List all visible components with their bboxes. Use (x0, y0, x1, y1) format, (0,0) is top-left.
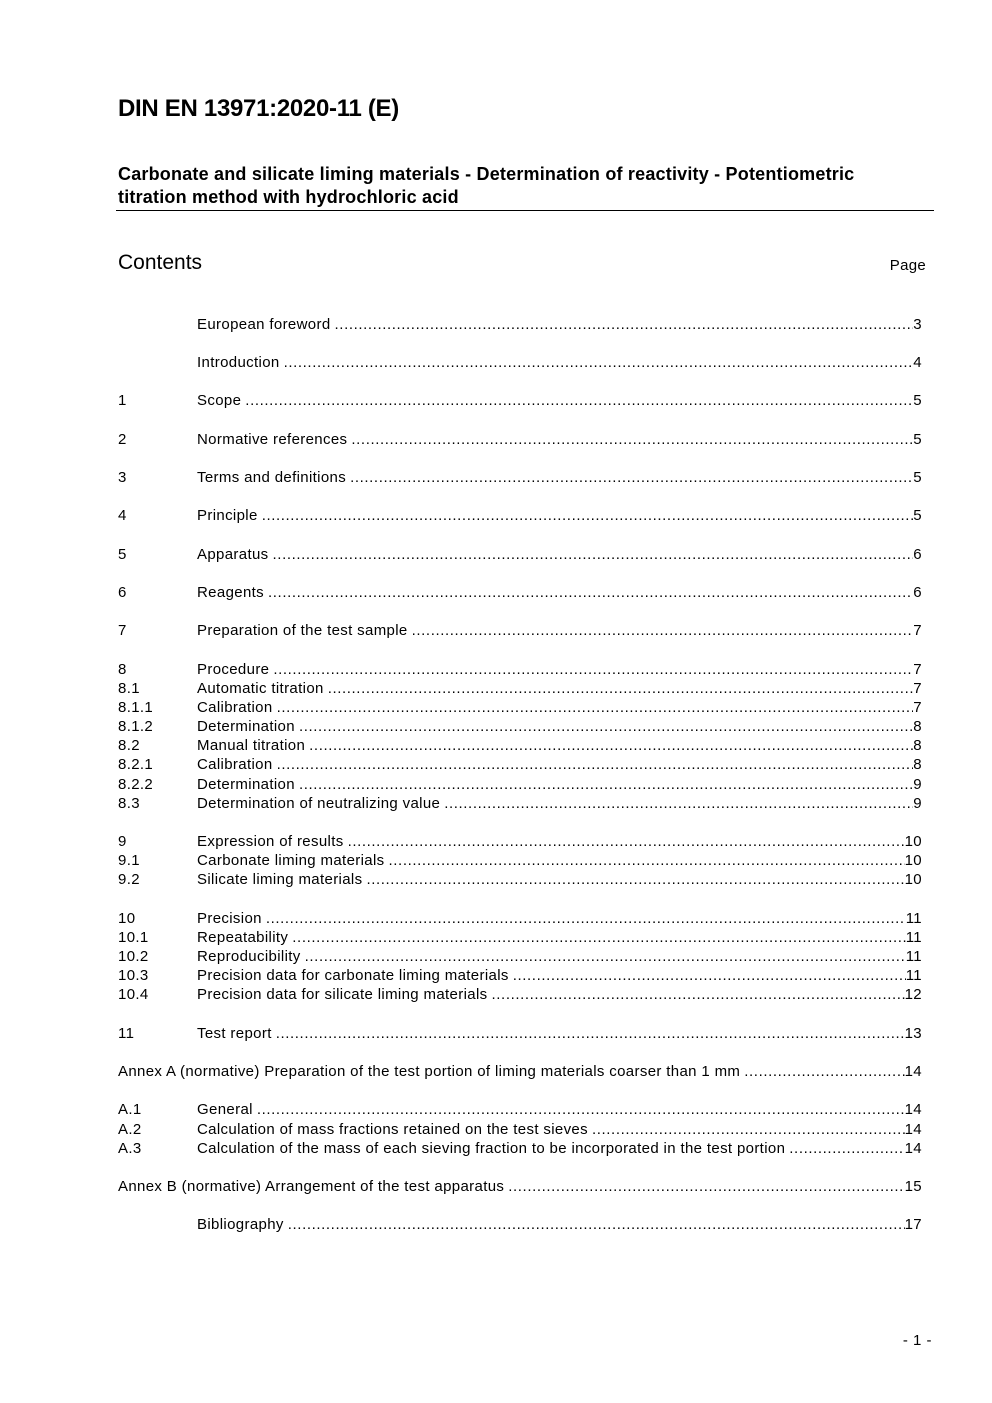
toc-entry-title: Precision (197, 910, 262, 927)
toc-entry-page: 5 (913, 431, 922, 448)
toc-dot-leader (299, 776, 913, 793)
toc-dot-leader (412, 622, 914, 639)
toc-entry-title: Precision data for silicate liming materials (197, 986, 488, 1003)
toc-entry-number: 10.2 (118, 948, 149, 965)
toc-entry-reproducibility[interactable] (118, 948, 922, 967)
toc-entry-page: 9 (913, 776, 922, 793)
toc-entry-title: Repeatability (197, 929, 289, 946)
toc-entry-procedure[interactable] (118, 661, 922, 680)
document-id: DIN EN 13971:2020-11 (E) (118, 95, 399, 122)
toc-entry-number: A.3 (118, 1140, 142, 1157)
toc-entry-sieving-fraction-mass[interactable] (118, 1140, 922, 1159)
toc-entry-number: 8.2 (118, 737, 140, 754)
toc-entry-title: Reagents (197, 584, 265, 601)
toc-entry-page: 13 (904, 1025, 922, 1042)
toc-entry-title: Precision data for carbonate liming materials (197, 967, 509, 984)
toc-entry-page: 14 (904, 1140, 922, 1157)
toc-entry-page: 14 (904, 1063, 922, 1080)
toc-entry-title: Calculation of mass fractions retained on the test sieves (197, 1121, 588, 1138)
toc-entry-page: 6 (913, 584, 922, 601)
toc-entry-title: General (197, 1101, 253, 1118)
toc-dot-leader (245, 392, 913, 409)
toc-entry-title: Calibration (197, 756, 273, 773)
toc-entry-number: 8.1.2 (118, 718, 154, 735)
toc-entry-title: Introduction (197, 354, 280, 371)
toc-entry-title: Principle (197, 507, 258, 524)
toc-entry-apparatus[interactable] (118, 546, 922, 565)
toc-entry-page: 8 (913, 737, 922, 754)
toc-entry-page: 3 (913, 316, 922, 333)
toc-entry-number: 1 (118, 392, 127, 409)
toc-entry-number: 9.2 (118, 871, 140, 888)
toc-dot-leader (288, 1216, 905, 1233)
toc-dot-leader (492, 986, 905, 1003)
toc-entry-page: 11 (905, 948, 922, 965)
toc-dot-leader (305, 948, 906, 965)
toc-entry-reagents[interactable] (118, 584, 922, 603)
toc-entry-title: European foreword (197, 316, 331, 333)
toc-entry-manual-titration[interactable] (118, 737, 922, 756)
toc-dot-leader (262, 507, 914, 524)
toc-dot-leader (348, 833, 905, 850)
toc-entry-number: 9 (118, 833, 127, 850)
toc-dot-leader (335, 316, 914, 333)
toc-entry-general[interactable] (118, 1101, 922, 1120)
toc-entry-precision-data-silicate[interactable] (118, 986, 922, 1005)
title-underline-rule (116, 210, 934, 211)
toc-entry-number: 5 (118, 546, 127, 563)
toc-entry-title: Calculation of the mass of each sieving fraction to be incorporated in the test portion (197, 1140, 786, 1157)
toc-dot-leader (789, 1140, 904, 1157)
toc-entry-page: 17 (904, 1216, 922, 1233)
toc-entry-page: 4 (913, 354, 922, 371)
toc-entry-title: Automatic titration (197, 680, 324, 697)
toc-dot-leader (273, 661, 913, 678)
toc-entry-page: 5 (913, 392, 922, 409)
toc-entry-number: 10.4 (118, 986, 149, 1003)
toc-entry-number: 10.1 (118, 929, 149, 946)
toc-dot-leader (508, 1178, 904, 1195)
contents-heading: Contents (118, 251, 203, 274)
toc-entry-calibration-8-1-1[interactable] (118, 699, 922, 718)
toc-entry-page: 8 (913, 756, 922, 773)
toc-entry-page: 12 (904, 986, 922, 1003)
toc-entry-title: Reproducibility (197, 948, 301, 965)
toc-entry-title: Procedure (197, 661, 270, 678)
toc-entry-title: Normative references (197, 431, 348, 448)
toc-entry-annex-b[interactable] (118, 1178, 922, 1197)
toc-entry-bibliography[interactable] (118, 1216, 922, 1235)
toc-entry-page: 5 (913, 507, 922, 524)
toc-dot-leader (513, 967, 906, 984)
toc-entry-principle[interactable] (118, 507, 922, 526)
toc-dot-leader (266, 910, 906, 927)
toc-dot-leader (277, 756, 914, 773)
toc-entry-title: Determination (197, 776, 295, 793)
toc-entry-repeatability[interactable] (118, 929, 922, 948)
toc-entry-precision[interactable] (118, 910, 922, 929)
document-title-line-1: Carbonate and silicate liming materials - Determination of reactivity - Potentiometric (118, 164, 855, 184)
toc-entry-page: 10 (904, 833, 922, 850)
toc-entry-page: 5 (913, 469, 922, 486)
toc-dot-leader (592, 1121, 905, 1138)
toc-entry-number: 6 (118, 584, 127, 601)
toc-entry-silicate-liming-materials[interactable] (118, 871, 922, 890)
toc-entry-number: 10 (118, 910, 136, 927)
toc-entry-annex-a[interactable] (118, 1063, 922, 1082)
toc-dot-leader (351, 431, 913, 448)
toc-entry-page: 10 (904, 852, 922, 869)
toc-entry-determination-8-1-2[interactable] (118, 718, 922, 737)
toc-dot-leader (389, 852, 905, 869)
toc-entry-title: Calibration (197, 699, 273, 716)
toc-dot-leader (257, 1101, 905, 1118)
toc-entry-page: 7 (913, 699, 922, 716)
toc-entry-number: 9.1 (118, 852, 140, 869)
toc-entry-title: Expression of results (197, 833, 344, 850)
toc-entry-preparation-of-test-sample[interactable] (118, 622, 922, 641)
toc-dot-leader (284, 354, 914, 371)
toc-entry-number: 3 (118, 469, 127, 486)
toc-entry-page: 10 (904, 871, 922, 888)
toc-entry-title: Carbonate liming materials (197, 852, 385, 869)
toc-entry-number: 2 (118, 431, 127, 448)
toc-entry-number: 8.2.1 (118, 756, 154, 773)
toc-entry-title: Preparation of the test sample (197, 622, 408, 639)
toc-entry-neutralizing-value[interactable] (118, 795, 922, 814)
toc-entry-page: 9 (913, 795, 922, 812)
toc-entry-page: 8 (913, 718, 922, 735)
toc-entry-page: 14 (904, 1101, 922, 1118)
toc-entry-number: 10.3 (118, 967, 149, 984)
toc-entry-number: 8.1.1 (118, 699, 154, 716)
document-title-line-2: titration method with hydrochloric acid (118, 187, 459, 207)
toc-entry-number: 7 (118, 622, 127, 639)
page-number: - 1 - (902, 1332, 932, 1349)
toc-entry-title: Silicate liming materials (197, 871, 363, 888)
toc-entry-normative-references[interactable] (118, 431, 922, 450)
toc-entry-title: Terms and definitions (197, 469, 347, 486)
toc-dot-leader (366, 871, 904, 888)
toc-entry-number: A.2 (118, 1121, 142, 1138)
toc-dot-leader (744, 1063, 904, 1080)
toc-entry-title: Bibliography (197, 1216, 284, 1233)
toc-entry-page: 6 (913, 546, 922, 563)
toc-entry-calibration-8-2-1[interactable] (118, 756, 922, 775)
toc-entry-title: Annex A (normative) Preparation of the test portion of liming materials coarser than 1 mm (118, 1063, 741, 1080)
toc-entry-page: 11 (905, 929, 922, 946)
toc-dot-leader (276, 1025, 905, 1042)
toc-entry-number: 8.2.2 (118, 776, 154, 793)
toc-entry-number: 11 (118, 1025, 135, 1042)
toc-entry-precision-data-carbonate[interactable] (118, 967, 922, 986)
toc-entry-mass-fractions[interactable] (118, 1121, 922, 1140)
toc-dot-leader (328, 680, 914, 697)
toc-entry-number: A.1 (118, 1101, 142, 1118)
toc-entry-test-report[interactable] (118, 1025, 922, 1044)
toc-entry-title: Apparatus (197, 546, 269, 563)
toc-entry-page: 7 (913, 680, 922, 697)
toc-entry-terms-and-definitions[interactable] (118, 469, 922, 488)
toc-entry-title: Determination (197, 718, 295, 735)
toc-entry-number: 8 (118, 661, 127, 678)
toc-entry-page: 11 (905, 967, 922, 984)
toc-dot-leader (292, 929, 905, 946)
toc-entry-page: 15 (904, 1178, 922, 1195)
toc-entry-introduction[interactable] (118, 354, 922, 373)
toc-entry-european-foreword[interactable] (118, 316, 922, 335)
toc-entry-expression-of-results[interactable] (118, 833, 922, 852)
toc-entry-title: Test report (197, 1025, 272, 1042)
toc-dot-leader (350, 469, 913, 486)
toc-dot-leader (268, 584, 913, 601)
toc-dot-leader (277, 699, 914, 716)
toc-entry-page: 11 (905, 910, 922, 927)
toc-entry-title: Scope (197, 392, 242, 409)
toc-entry-determination-8-2-2[interactable] (118, 776, 922, 795)
toc-dot-leader (299, 718, 913, 735)
toc-entry-carbonate-liming-materials[interactable] (118, 852, 922, 871)
toc-dot-leader (273, 546, 914, 563)
toc-entry-title: Determination of neutralizing value (197, 795, 441, 812)
toc-entry-scope[interactable] (118, 392, 922, 411)
toc-entry-automatic-titration[interactable] (118, 680, 922, 699)
toc-entry-title: Manual titration (197, 737, 306, 754)
toc-entry-page: 7 (913, 661, 922, 678)
toc-dot-leader (309, 737, 913, 754)
toc-entry-title: Annex B (normative) Arrangement of the test apparatus (118, 1178, 505, 1195)
toc-entry-number: 8.1 (118, 680, 140, 697)
document-title (118, 163, 934, 209)
toc-entry-page: 14 (904, 1121, 922, 1138)
toc-entry-page: 7 (913, 622, 922, 639)
page-column-heading: Page (889, 257, 926, 274)
toc-entry-number: 8.3 (118, 795, 140, 812)
toc-dot-leader (444, 795, 913, 812)
toc-entry-number: 4 (118, 507, 127, 524)
